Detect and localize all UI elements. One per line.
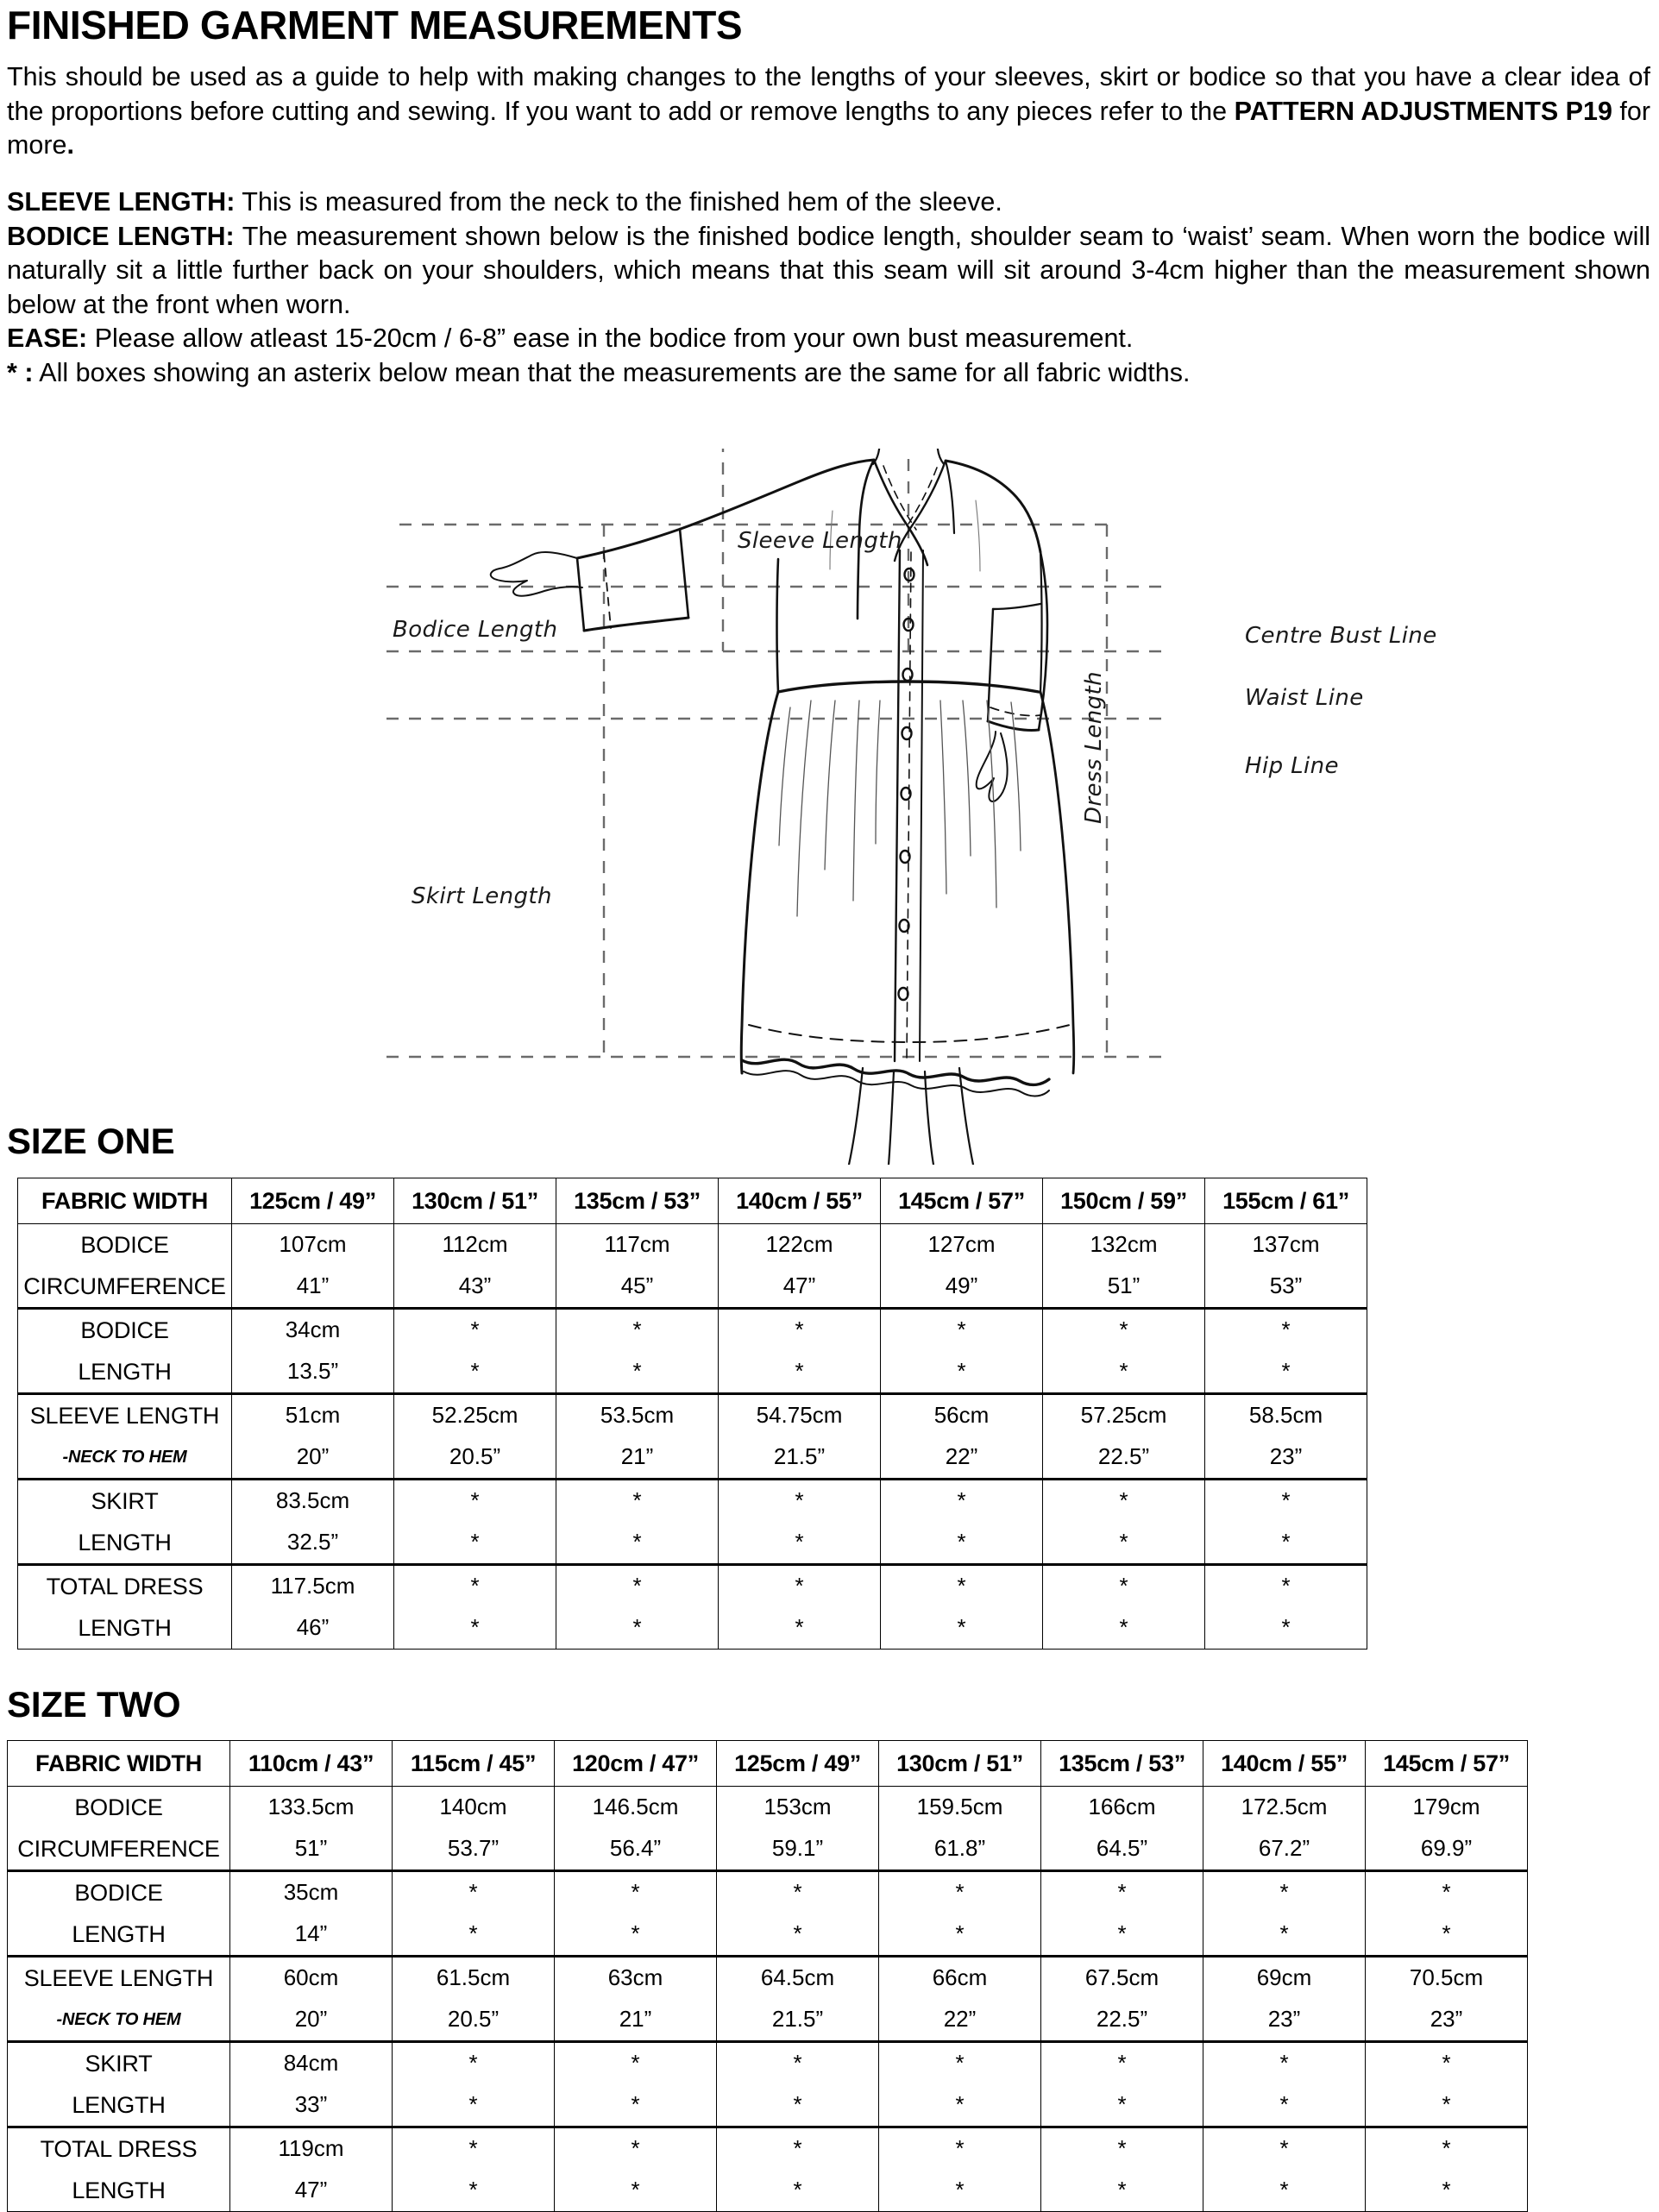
cell: 41”	[232, 1266, 394, 1309]
cell: 23”	[1366, 1999, 1528, 2042]
cell: *	[1205, 1607, 1367, 1650]
cell: 33”	[230, 2084, 393, 2127]
cell: *	[394, 1480, 556, 1523]
skirt-drape-lines	[779, 701, 1021, 916]
column-header: 145cm / 57”	[1366, 1741, 1528, 1787]
dress-technical-drawing	[0, 449, 1659, 1165]
table-row	[18, 1309, 1367, 1352]
figure-linework	[491, 449, 1074, 1165]
label-sleeve-length: Sleeve Length	[738, 528, 902, 554]
right-shoulder-line	[946, 461, 1040, 552]
column-header: 115cm / 45”	[393, 1741, 555, 1787]
table-row	[8, 2170, 1528, 2212]
definition-body: All boxes showing an asterix below mean that the measurements are the same for all fabric widths.	[33, 358, 1191, 388]
cell: *	[556, 1565, 719, 1608]
cell: *	[393, 1871, 555, 1914]
cell: 53.5cm	[556, 1394, 719, 1437]
cell: *	[1041, 1914, 1203, 1957]
cell: *	[1205, 1480, 1367, 1523]
cell: 69.9”	[1366, 1828, 1528, 1871]
table-row	[8, 2127, 1528, 2171]
definition-asterix	[7, 356, 1650, 391]
cell: 34cm	[232, 1309, 394, 1352]
cell: *	[1203, 2042, 1366, 2085]
cell: 172.5cm	[1203, 1787, 1366, 1829]
cell: *	[1366, 1914, 1528, 1957]
cell: 159.5cm	[879, 1787, 1041, 1829]
cell: 127cm	[881, 1224, 1043, 1266]
cell: 66cm	[879, 1957, 1041, 2000]
placket-centre-stitch	[907, 552, 911, 1061]
definition-sleeve-length	[7, 185, 1650, 220]
cell: *	[719, 1607, 881, 1650]
bodice-skirt-seam	[778, 682, 1039, 692]
label-hip-line: Hip Line	[1245, 753, 1339, 779]
definition-term: * :	[7, 358, 34, 388]
cell: 22.5”	[1043, 1436, 1205, 1480]
cell: *	[1203, 2127, 1366, 2171]
table-row	[18, 1266, 1367, 1309]
column-header: 140cm / 55”	[1203, 1741, 1366, 1787]
row-label: TOTAL DRESS	[18, 1565, 232, 1608]
placket-right-edge	[920, 550, 923, 1061]
cell: *	[1043, 1607, 1205, 1650]
cell: 69cm	[1203, 1957, 1366, 2000]
definition-ease	[7, 322, 1650, 356]
right-sleeve-inner	[988, 609, 993, 721]
cell: 20.5”	[393, 1999, 555, 2042]
definition-bodice-length	[7, 220, 1650, 323]
table-row	[8, 2042, 1528, 2085]
cell: 20”	[230, 1999, 393, 2042]
cell: 49”	[881, 1266, 1043, 1309]
cell: 107cm	[232, 1224, 394, 1266]
cell: 46”	[232, 1607, 394, 1650]
cell: 51”	[1043, 1266, 1205, 1309]
column-header: 140cm / 55”	[719, 1178, 881, 1224]
cell: 61.8”	[879, 1828, 1041, 1871]
cell: *	[1041, 1871, 1203, 1914]
cell: *	[717, 2042, 879, 2085]
definition-body: The measurement shown below is the finished bodice length, shoulder seam to ‘waist’ seam. When worn the bodice will naturally sit a little further back on your shoulders, which means that this seam will sit around 3-4cm higher than the measurement shown below at the front when worn.	[7, 221, 1650, 319]
cell: *	[1043, 1522, 1205, 1565]
button	[902, 727, 912, 739]
cell: 57.25cm	[1043, 1394, 1205, 1437]
button	[901, 851, 910, 863]
row-label: LENGTH	[8, 2170, 230, 2212]
cell: 53”	[1205, 1266, 1367, 1309]
cell: *	[1043, 1565, 1205, 1608]
definition-body: This is measured from the neck to the finished hem of the sleeve.	[235, 186, 1002, 217]
cell: *	[393, 1914, 555, 1957]
cell: *	[719, 1565, 881, 1608]
cell: 56.4”	[555, 1828, 717, 1871]
table-row	[8, 1999, 1528, 2042]
cell: 21.5”	[717, 1999, 879, 2042]
cell: *	[555, 2127, 717, 2171]
cell: *	[1203, 2170, 1366, 2212]
cell: *	[879, 2127, 1041, 2171]
row-label: SKIRT	[8, 2042, 230, 2085]
pattern-adjustments-reference: PATTERN ADJUSTMENTS P19	[1234, 96, 1612, 126]
cell: *	[1205, 1351, 1367, 1394]
row-label: SLEEVE LENGTH	[18, 1394, 232, 1437]
column-header: 125cm / 49”	[717, 1741, 879, 1787]
right-leg	[925, 1068, 973, 1165]
definition-term: EASE:	[7, 324, 88, 354]
cell: *	[879, 2170, 1041, 2212]
cell: *	[393, 2127, 555, 2171]
intro-text-before: This should be used as a guide to help with making changes to the lengths of your sleeves, skirt or bodice so that you have a clear idea of the proportions before cutting and sewing. If you want to add or remove lengths to any pieces refer to the	[7, 62, 1650, 126]
cell: *	[555, 2084, 717, 2127]
cell: 23”	[1203, 1999, 1366, 2042]
row-label: LENGTH	[18, 1351, 232, 1394]
cell: *	[555, 2170, 717, 2212]
label-skirt-length: Skirt Length	[412, 883, 552, 909]
cell: *	[717, 2084, 879, 2127]
cell: 166cm	[1041, 1787, 1203, 1829]
collar-right-stitch	[906, 468, 937, 528]
cell: 58.5cm	[1205, 1394, 1367, 1437]
skirt-hem-inner	[744, 1071, 1049, 1096]
raised-sleeve-upper	[577, 529, 681, 558]
button-row	[899, 569, 914, 1000]
cell: 60cm	[230, 1957, 393, 2000]
button	[903, 669, 913, 681]
row-label: SLEEVE LENGTH	[8, 1957, 230, 2000]
table-row	[18, 1480, 1367, 1523]
cell: 23”	[1205, 1436, 1367, 1480]
cell: 146.5cm	[555, 1787, 717, 1829]
intro-text-after: for more	[7, 96, 1650, 160]
cell: *	[393, 2170, 555, 2212]
hand-outline	[491, 552, 582, 596]
row-label: LENGTH	[8, 1914, 230, 1957]
cell: *	[393, 2042, 555, 2085]
cell: *	[1205, 1522, 1367, 1565]
cell: *	[719, 1351, 881, 1394]
cell: 20.5”	[394, 1436, 556, 1480]
cell: 35cm	[230, 1871, 393, 1914]
cell: *	[1041, 2127, 1203, 2171]
cell: *	[555, 1914, 717, 1957]
cell: *	[394, 1565, 556, 1608]
cell: 51cm	[232, 1394, 394, 1437]
cell: *	[556, 1522, 719, 1565]
column-header: 145cm / 57”	[881, 1178, 1043, 1224]
cell: 21.5”	[719, 1436, 881, 1480]
cell: 22”	[879, 1999, 1041, 2042]
column-header: 135cm / 53”	[1041, 1741, 1203, 1787]
column-header-fabric-width: FABRIC WIDTH	[8, 1741, 230, 1787]
cell: 67.5cm	[1041, 1957, 1203, 2000]
cell: 43”	[394, 1266, 556, 1309]
cell: 54.75cm	[719, 1394, 881, 1437]
column-header-fabric-width: FABRIC WIDTH	[18, 1178, 232, 1224]
cell: 117cm	[556, 1224, 719, 1266]
column-header: 120cm / 47”	[555, 1741, 717, 1787]
cell: 153cm	[717, 1787, 879, 1829]
cell: 119cm	[230, 2127, 393, 2171]
label-bodice-length: Bodice Length	[393, 617, 558, 643]
cell: *	[881, 1351, 1043, 1394]
cell: *	[555, 2042, 717, 2085]
cell: *	[394, 1522, 556, 1565]
cell: *	[1366, 2042, 1528, 2085]
table-header-row	[18, 1178, 1367, 1224]
row-label: LENGTH	[18, 1607, 232, 1650]
definition-term: BODICE LENGTH:	[7, 221, 235, 251]
table-row	[8, 2084, 1528, 2127]
column-header: 135cm / 53”	[556, 1178, 719, 1224]
cell: *	[1043, 1309, 1205, 1352]
intro-section	[7, 5, 1650, 391]
cell: 112cm	[394, 1224, 556, 1266]
cell: *	[1043, 1480, 1205, 1523]
table-row	[18, 1565, 1367, 1608]
cell: 70.5cm	[1366, 1957, 1528, 2000]
cell: *	[394, 1309, 556, 1352]
definition-body: Please allow atleast 15-20cm / 6-8” ease in the bodice from your own bust measurement.	[87, 324, 1134, 354]
cell: *	[555, 1871, 717, 1914]
cell: 64.5cm	[717, 1957, 879, 2000]
cell: *	[394, 1351, 556, 1394]
cell: *	[881, 1607, 1043, 1650]
row-label: BODICE	[8, 1787, 230, 1829]
bodice-right-edge	[946, 461, 954, 533]
cell: *	[394, 1607, 556, 1650]
cell: *	[719, 1309, 881, 1352]
table-row	[18, 1351, 1367, 1394]
heading-size-two: SIZE TWO	[7, 1684, 181, 1725]
column-header: 150cm / 59”	[1043, 1178, 1205, 1224]
raised-sleeve-lower	[584, 618, 688, 631]
cell: 67.2”	[1203, 1828, 1366, 1871]
cell: 133.5cm	[230, 1787, 393, 1829]
row-label: CIRCUMFERENCE	[8, 1828, 230, 1871]
cell: 122cm	[719, 1224, 881, 1266]
cell: *	[881, 1522, 1043, 1565]
cell: *	[556, 1351, 719, 1394]
cell: *	[881, 1309, 1043, 1352]
cell: 140cm	[393, 1787, 555, 1829]
table-row	[8, 1957, 1528, 2000]
cell: *	[556, 1480, 719, 1523]
right-sleeve-hem-stitch	[990, 707, 1040, 716]
cell: 117.5cm	[232, 1565, 394, 1608]
cell: 179cm	[1366, 1787, 1528, 1829]
button	[899, 988, 908, 1000]
cell: *	[717, 2170, 879, 2212]
row-label: TOTAL DRESS	[8, 2127, 230, 2171]
table-row	[8, 1787, 1528, 1829]
cell: *	[879, 1914, 1041, 1957]
table-row	[18, 1522, 1367, 1565]
cell: 84cm	[230, 2042, 393, 2085]
table-row	[8, 1871, 1528, 1914]
intro-trailing-period: .	[66, 130, 74, 160]
cell: 137cm	[1205, 1224, 1367, 1266]
row-label: SKIRT	[18, 1480, 232, 1523]
cell: *	[556, 1309, 719, 1352]
table-row	[8, 1828, 1528, 1871]
column-header: 130cm / 51”	[879, 1741, 1041, 1787]
cell: *	[1043, 1351, 1205, 1394]
table-row	[18, 1436, 1367, 1480]
page-title: FINISHED GARMENT MEASUREMENTS	[7, 3, 743, 47]
table-row	[18, 1394, 1367, 1437]
definition-term: SLEEVE LENGTH:	[7, 186, 236, 217]
cell: 63cm	[555, 1957, 717, 2000]
cell: *	[719, 1480, 881, 1523]
cell: *	[1203, 2084, 1366, 2127]
cell: *	[556, 1607, 719, 1650]
intro-paragraph	[7, 60, 1650, 163]
measurements-table-size-two	[7, 1740, 1528, 2212]
cell: 59.1”	[717, 1828, 879, 1871]
cell: 32.5”	[232, 1522, 394, 1565]
cell: *	[879, 2084, 1041, 2127]
cell: 61.5cm	[393, 1957, 555, 2000]
garment-illustration	[0, 449, 1659, 1165]
cell: 56cm	[881, 1394, 1043, 1437]
column-header: 125cm / 49”	[232, 1178, 394, 1224]
cell: 14”	[230, 1914, 393, 1957]
label-waist-line: Waist Line	[1245, 685, 1364, 711]
table-row	[8, 1914, 1528, 1957]
skirt-left-edge	[741, 692, 778, 1073]
cell: *	[717, 1871, 879, 1914]
table-row	[18, 1224, 1367, 1266]
cell: 64.5”	[1041, 1828, 1203, 1871]
raised-shoulder-line	[681, 460, 874, 529]
cell: *	[1041, 2084, 1203, 2127]
skirt-right-edge	[1040, 692, 1074, 1073]
bodice-left-side-seam	[777, 559, 779, 692]
cell: 132cm	[1043, 1224, 1205, 1266]
cell: *	[881, 1480, 1043, 1523]
column-header: 130cm / 51”	[394, 1178, 556, 1224]
cell: *	[719, 1522, 881, 1565]
row-label: LENGTH	[18, 1522, 232, 1565]
row-label: BODICE	[18, 1224, 232, 1266]
cell: 83.5cm	[232, 1480, 394, 1523]
row-label: LENGTH	[8, 2084, 230, 2127]
bodice-right-side-seam	[1040, 552, 1042, 692]
cell: *	[879, 2042, 1041, 2085]
cell: *	[1203, 1871, 1366, 1914]
cell: *	[1041, 2170, 1203, 2212]
skirt-hem-facing-stitch	[749, 1025, 1070, 1042]
cell: *	[1366, 2084, 1528, 2127]
cell: *	[1366, 2127, 1528, 2171]
cell: 22”	[881, 1436, 1043, 1480]
placket-left-edge	[895, 550, 900, 1061]
table-header-row	[8, 1741, 1528, 1787]
cell: *	[1366, 2170, 1528, 2212]
cell: 47”	[230, 2170, 393, 2212]
measurements-table-size-one	[17, 1178, 1367, 1650]
cell: *	[393, 2084, 555, 2127]
cell: *	[881, 1565, 1043, 1608]
table-row	[18, 1607, 1367, 1650]
cell: 51”	[230, 1828, 393, 1871]
label-dress-length: Dress Length	[1081, 671, 1107, 824]
cell: *	[1366, 1871, 1528, 1914]
heading-size-one: SIZE ONE	[7, 1121, 175, 1161]
cell: *	[1203, 1914, 1366, 1957]
right-sleeve-seam	[993, 604, 1040, 609]
row-label: CIRCUMFERENCE	[18, 1266, 232, 1309]
row-label: -NECK TO HEM	[18, 1436, 232, 1480]
cell: 22.5”	[1041, 1999, 1203, 2042]
cell: *	[717, 2127, 879, 2171]
row-label: BODICE	[8, 1871, 230, 1914]
row-label: BODICE	[18, 1309, 232, 1352]
cell: *	[1205, 1565, 1367, 1608]
cell: 20”	[232, 1436, 394, 1480]
cell: 21”	[555, 1999, 717, 2042]
cell: 21”	[556, 1436, 719, 1480]
column-header: 155cm / 61”	[1205, 1178, 1367, 1224]
cell: *	[879, 1871, 1041, 1914]
cell: 47”	[719, 1266, 881, 1309]
label-centre-bust-line: Centre Bust Line	[1245, 623, 1437, 649]
cell: 52.25cm	[394, 1394, 556, 1437]
cell: *	[1041, 2042, 1203, 2085]
cell: 13.5”	[232, 1351, 394, 1394]
row-label: -NECK TO HEM	[8, 1999, 230, 2042]
cell: *	[717, 1914, 879, 1957]
cell: 45”	[556, 1266, 719, 1309]
cell: 53.7”	[393, 1828, 555, 1871]
definitions-list	[7, 185, 1650, 391]
cell: *	[1205, 1309, 1367, 1352]
column-header: 110cm / 43”	[230, 1741, 393, 1787]
